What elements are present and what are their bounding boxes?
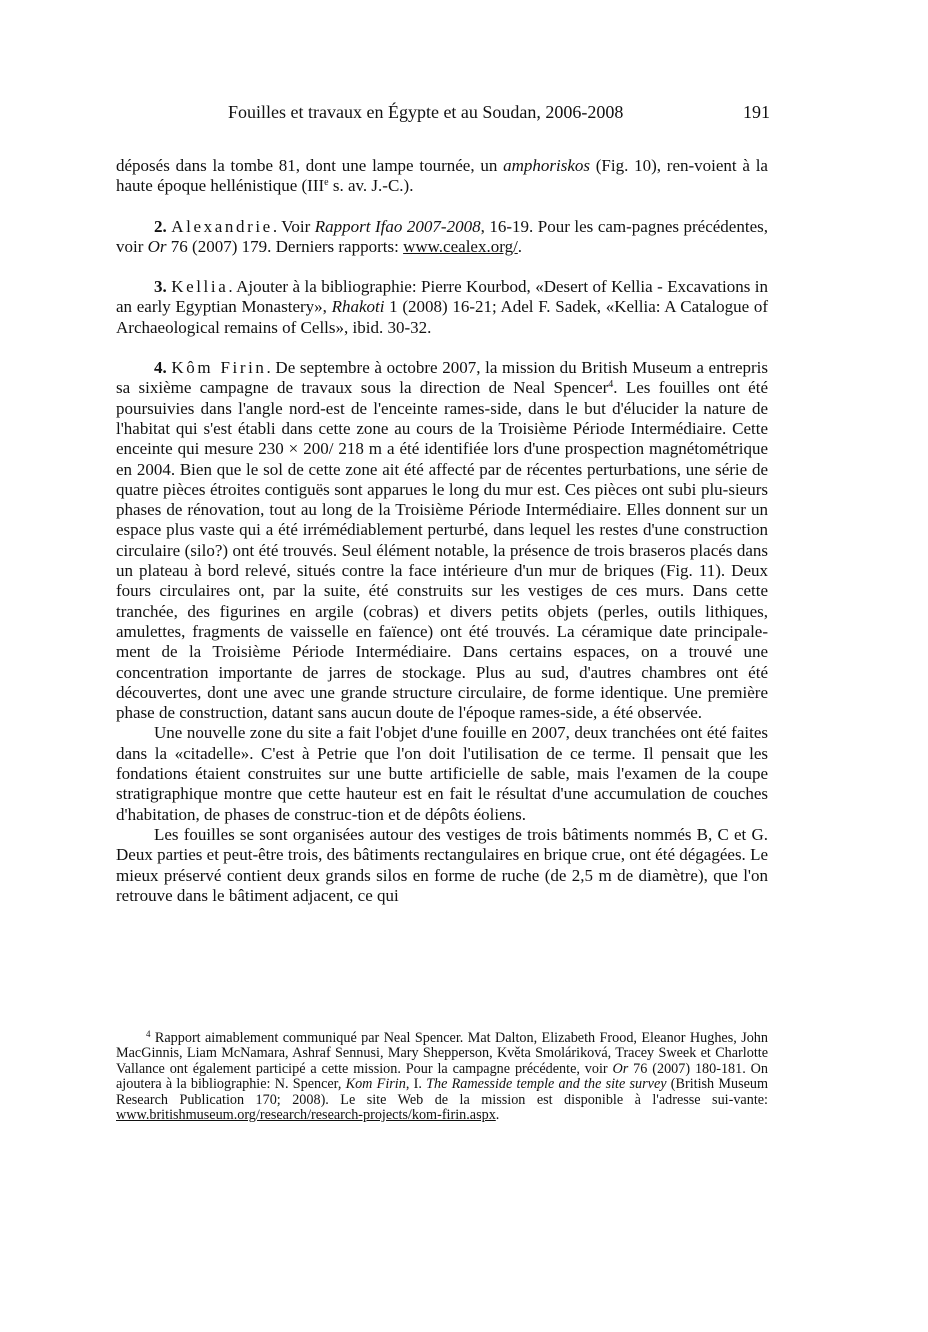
section-number: 4. <box>154 358 167 378</box>
paragraph-batiments: Les fouilles se sont organisées autour des vestiges de trois bâtiments nommés B, C et G. Deux parties et peut-être trois, des bâtiments rectangulaires en brique crue, ont été dégagées. Le mieux préservé contient deux grands silos en forme de ruche (de 2,5 m de diamètre), que l'on retrouve dans le bâtiment adjacent, ce qui <box>116 824 768 905</box>
section-number: 3. <box>154 277 167 297</box>
text-run: s. av. J.-C.). <box>328 176 414 196</box>
page-number: 191 <box>743 102 770 122</box>
british-museum-link[interactable]: www.britishmuseum.org/research/research-projects/kom-firin.aspx <box>116 1107 496 1124</box>
footnote <box>116 1031 768 1123</box>
section-number: 2. <box>154 216 167 236</box>
italic-reference: Or <box>612 1060 629 1077</box>
footnote-marker: 4 <box>608 379 614 391</box>
carryover-paragraph <box>116 156 768 197</box>
text-run: . Les fouilles ont été poursuivies dans l'angle nord-est de l'enceinte rames-side, dans le but d'élucider la nature de l'habitat qui s'est établi dans cette zone au cours de la Troisième Période Intermédiaire. Cette enceinte qui mesure 230 × 200/ 218 m a été identifiée lors d'une prospection magnétométrique en 2004. Bien que le sol de cette zone ait été affecté par de récentes perturbations, une série de quatre pièces étroites contiguës sont apparues le long du mur est. Ces pièces ont subi plu-sieurs phases de rénovation, tout au long de la Troisième Période Intermédiaire. Elles donnent sur un espace plus vaste qui a été irrémédiablement perturbé, dans lequel les restes d'une construction circulaire (silo?) ont été trouvés. Seul élément notable, la présence de trois braseros placés dans un plateau à bord relevé, situés contre la face intérieure d'un mur de briques (Fig. 11). Deux fours circulaires ont, par la suite, été construits sur les vestiges de ces murs. Dans cette tranchée, des figurines en argile (cobras) et divers petits objets (perles, outils lithiques, amulettes, fragments de vaisselle en faïence) ont été trouvés. La céramique date principale-ment de la Troisième Période Intermédiaire. Dans certains espaces, on a trouvé une concentration importante de jarres de stockage. Plus au sud, d'autres chambres ont été découvertes, dont une avec une grande structure circulaire, de forme identique. Une première phase de construction, datant sans aucun doute de l'époque rames-side, a été observée. <box>116 378 768 723</box>
site-name: Alexandrie <box>171 216 273 236</box>
text-run: . <box>495 1107 500 1124</box>
section-alexandrie <box>116 217 768 258</box>
text-run: (Fig. 10), ren-voient à la haute époque hellénistique (III <box>116 156 768 196</box>
text-run: (British Museum Research Publication 170; 2008). Le site Web de la mission est disponible à l'adresse sui-vante: <box>116 1076 769 1108</box>
text-run: déposés dans la tombe 81, dont une lampe tournée, un <box>116 156 504 175</box>
running-header <box>158 102 770 126</box>
text-run: 1 (2008) 16-21; Adel F. Sadek, «Kellia: A Catalogue of Archaeological remains of Cells», ibid. 30-32. <box>116 297 768 337</box>
superscript: e <box>324 177 329 189</box>
text-run: . <box>517 236 523 256</box>
text-run: . Voir <box>272 216 315 236</box>
footnote-number: 4 <box>146 1029 151 1039</box>
text-run: 76 (2007) 179. Derniers rapports: <box>166 236 404 256</box>
italic-term: amphoriskos <box>503 156 591 175</box>
text-run: , I. <box>405 1076 427 1093</box>
text-run: Rapport aimablement communiqué par Neal Spencer. Mat Dalton, Elizabeth Frood, Eleanor Hughes, John MacGinnis, Liam McNamara, Ashraf Sennusi, Mary Shepperson, Květa Smoláriková, Tracey Sweek et Charlotte Vallance ont également participé a cette mission. Pour la campagne précédente, voir <box>116 1030 768 1077</box>
paragraph-citadelle: Une nouvelle zone du site a fait l'objet d'une fouille en 2007, deux tranchées ont été faites dans la «citadelle». C'est à Petrie que l'on doit l'utilisation de ce terme. Il pensait que les fondations étaient construites sur une butte artificielle de sable, mais l'examen de la coupe stratigraphique montre que cette hauteur est en fait le résultat d'une accumulation de couches d'habitation, de phases de construc-tion et de dépôts éoliens. <box>116 723 768 824</box>
section-kellia <box>116 277 768 338</box>
italic-reference: Rhakoti <box>331 297 385 317</box>
main-text <box>116 156 768 906</box>
cealex-link[interactable]: www.cealex.org/ <box>403 236 518 256</box>
italic-reference: Kom Firin <box>345 1076 406 1093</box>
section-kom-firin <box>116 358 768 723</box>
running-title: Fouilles et travaux en Égypte et au Soudan, 2006-2008 <box>228 102 624 122</box>
italic-reference: The Ramesside temple and the site survey <box>426 1076 667 1093</box>
text-run: . De septembre à octobre 2007, la mission du British Museum a entrepris sa sixième campagne de travaux sous la direction de Neal Spencer <box>116 358 769 398</box>
site-name: Kôm Firin <box>171 358 267 378</box>
italic-reference: Or <box>147 236 167 256</box>
text-run: 76 (2007) 180-181. On ajoutera à la bibliographie: N. Spencer, <box>116 1060 768 1093</box>
text-run: . Ajouter à la bibliographie: Pierre Kourbod, «Desert of Kellia - Excavations in an early Egyptian Monastery», <box>116 277 768 317</box>
text-run: , 16-19. Pour les cam-pagnes précédentes, voir <box>116 216 768 256</box>
italic-reference: Rapport Ifao 2007-2008 <box>314 216 481 236</box>
site-name: Kellia <box>171 277 229 297</box>
